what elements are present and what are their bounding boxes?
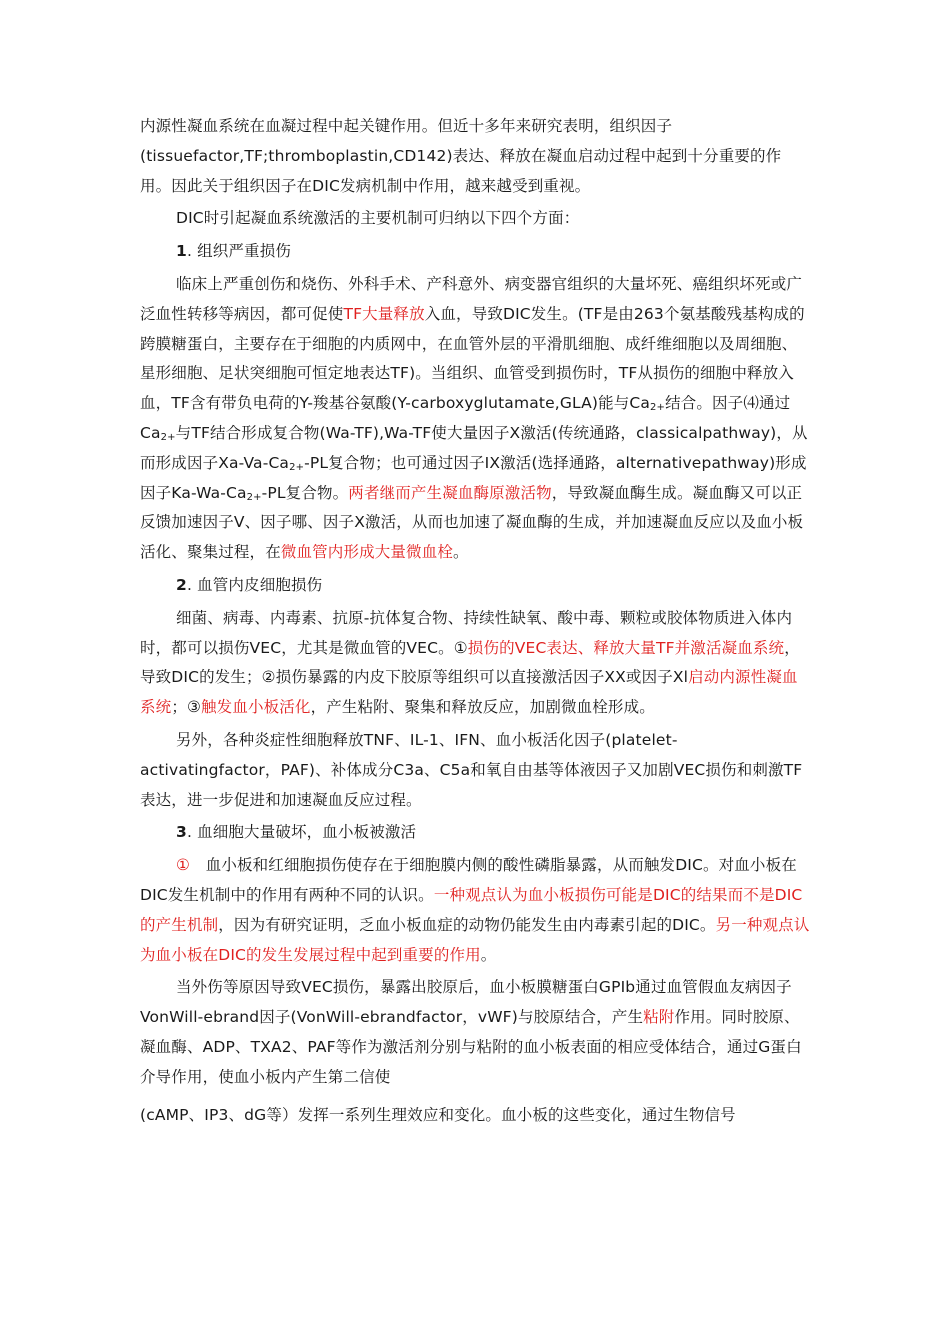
subscript: 2+ (246, 491, 262, 503)
text-run: 细菌、病毒、内毒素、抗原-抗体复合物、持续性缺氧、酸中毒、颗粒或胶体物质进入体内时，都可以损伤VEC，尤其是微血管的VEC。① (140, 608, 793, 657)
subscript: 2+ (289, 461, 305, 473)
text-run: 。 (453, 543, 469, 562)
heading-text: . 血细胞大量破坏，血小板被激活 (186, 823, 417, 842)
heading-number: 2 (176, 575, 187, 594)
highlight-text: 另一种观点认为血小板在DIC的发生发展过程中起到重要的作用 (140, 915, 810, 964)
highlight-text: 损伤的VEC表达、释放大量TF并激活凝血系统 (467, 638, 785, 657)
subscript: 2+ (650, 402, 666, 414)
text-run: ；③ (171, 698, 202, 717)
text-run: 另外，各种炎症性细胞释放TNF、IL-1、IFN、血小板活化因子(platelet-activatingfactor，PAF)、补体成分C3a、C5a和氧自由基等体液因子又加剧VEC损伤和刺激TF表达，进一步促进和加速凝血反应过程。 (140, 730, 803, 809)
highlight-text: 两者继而产生凝血酶原激活物 (348, 483, 552, 502)
text-run: 结合。因子⑷通过Ca (140, 394, 791, 442)
text-run: ，产生粘附、聚集和释放反应，加剧微血栓形成。 (310, 698, 655, 717)
circled-number: ① (176, 856, 191, 875)
highlight-text: 微血管内形成大量微血栓 (280, 543, 454, 562)
text-run: 血小板和红细胞损伤使存在于细胞膜内侧的酸性磷脂暴露，从而触发DIC。对血小板在DIC发生机制中的作用有两种不同的认识。 (140, 856, 797, 904)
heading-text: . 组织严重损伤 (186, 242, 291, 261)
text-run: 内源性凝血系统在血凝过程中起关键作用。但近十多年来研究表明，组织因子(tissuefactor,TF;thromboplastin,CD142)表达、释放在凝血启动过程中起到十分重要的作用。因此关于组织因子在DIC发病机制中作用，越来越受到重视。 (140, 117, 782, 195)
section-heading-3 (140, 818, 812, 848)
paragraph-second-messenger (140, 1101, 812, 1131)
paragraph-adhesion (140, 973, 812, 1092)
text-run: 入血，导致DIC发生。(TF是由263个氨基酸残基构成的跨膜糖蛋白，主要存在于细胞的内质网中，在血管外层的平滑肌细胞、成纤维细胞以及周细胞、星形细胞、足状突细胞可恒定地表达TF)。当组织、血管受到损伤时，TF从损伤的细胞中释放入血，TF含有带负电荷的Y-羧基谷氨酸(Y-carboxyglutamate,GLA)能与Ca (140, 304, 805, 413)
text-run: 与TF结合形成复合物(Wa-TF),Wa-TF使大量因子X激活(传统通路，classicalpathway)，从而形成因子Xa-Va-Ca (140, 423, 808, 472)
text-run: 作用。同时胶原、凝血酶、ADP、TXA2、PAF等作为激活剂分别与粘附的血小板表面的相应受体结合，通过G蛋白介导作用，使血小板内产生第二信使 (140, 1008, 802, 1086)
paragraph-tissue-injury (140, 270, 812, 568)
text-run: (cAMP、IP3、dG等）发挥一系列生理效应和变化。血小板的这些变化，通过生物信号 (140, 1105, 736, 1124)
highlight-text: 一种观点认为血小板损伤可能是DIC的结果而不是DIC的产生机制 (140, 885, 803, 934)
text-run: ，导致凝血酶生成。凝血酶又可以正反馈加速因子V、因子哪、因子X激活，从而也加速了凝血酶的生成，并加速凝血反应以及血小板活化、聚集过程，在 (140, 483, 804, 562)
heading-text: . 血管内皮细胞损伤 (186, 575, 323, 594)
heading-number: 3 (176, 823, 187, 842)
paragraph-intro (140, 112, 812, 201)
highlight-text: 触发血小板活化 (201, 698, 311, 717)
paragraph-mechanisms (140, 204, 812, 234)
text-run: -PL复合物；也可通过因子IX激活(选择通路，alternativepathway)形成因子Ka-Wa-Ca (140, 453, 807, 502)
text-run: 临床上严重创伤和烧伤、外科手术、产科意外、病变器官组织的大量坏死、癌组织坏死或广泛血性转移等病因，都可促使 (140, 274, 803, 323)
highlight-text: 粘附 (643, 1008, 675, 1027)
text-run: -PL复合物。 (261, 483, 349, 502)
subscript: 2+ (160, 431, 176, 443)
section-heading-1 (140, 237, 812, 267)
highlight-text: 启动内源性凝血系统 (140, 668, 798, 717)
paragraph-inflammatory (140, 726, 812, 815)
text-run: ，因为有研究证明，乏血小板血症的动物仍能发生由内毒素引起的DIC。 (218, 915, 716, 934)
text-run: 。 (480, 945, 497, 964)
paragraph-platelet (140, 851, 812, 970)
paragraph-endothelial-injury (140, 604, 812, 723)
section-heading-2 (140, 571, 812, 601)
text-run: DIC时引起凝血系统激活的主要机制可归纳以下四个方面： (176, 209, 580, 228)
document-body (140, 112, 812, 1130)
text-run: 当外伤等原因导致VEC损伤，暴露出胶原后，血小板膜糖蛋白GPIb通过血管假血友病因子VonWill-ebrand因子(VonWill-ebrandfactor，vWF)与胶原结合，产生 (140, 978, 792, 1027)
heading-number: 1 (176, 242, 187, 261)
highlight-text: TF大量释放 (343, 304, 425, 323)
text-run: ，导致DIC的发生；②损伤暴露的内皮下胶原等组织可以直接激活因子XX或因子Xl (140, 638, 800, 687)
